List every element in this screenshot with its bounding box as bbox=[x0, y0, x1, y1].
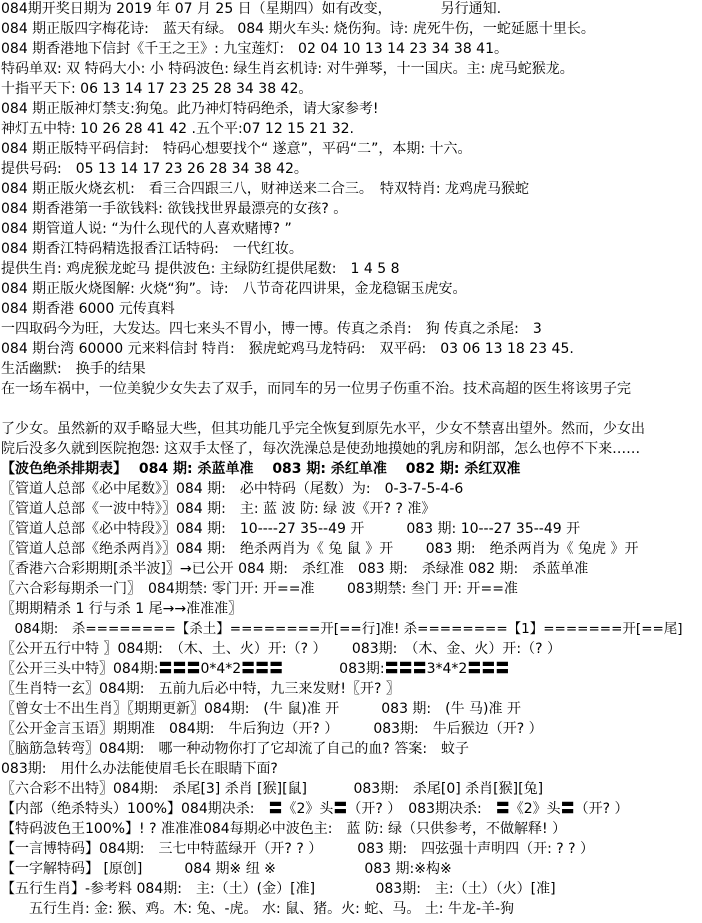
text-line: 〖期期精杀 1 行与杀 1 尾→→准准准〗 bbox=[1, 601, 243, 617]
text-line: 神灯五中特: 10 26 28 41 42 .五个平:07 12 15 21 32. bbox=[1, 121, 354, 137]
text-line: 【波色绝杀排期表】 084 期: 杀蓝单准 083 期: 杀红单准 082 期: 杀红双准 bbox=[1, 461, 521, 477]
text-line: 提供号码: 05 13 14 17 23 26 28 34 38 42。 bbox=[1, 161, 308, 177]
text-line: 十指平天下: 06 13 14 17 23 25 28 34 38 42。 bbox=[1, 81, 313, 97]
text-line: 提供生肖: 鸡虎猴龙蛇马 提供波色: 主绿防红提供尾数: 1 4 5 8 bbox=[1, 261, 400, 277]
text-line: 084 期香港地下信封《千王之王》: 九宝莲灯: 02 04 10 13 14 23 34 38 41。 bbox=[1, 41, 508, 57]
text-line: 【五行生肖】-参考料 084期: 主:（土）(金）[准] 083期: 主:（土）（火）[准] bbox=[1, 881, 556, 897]
text-line: 【内部（绝杀特头）100%】084期决杀: 〓《2》头〓（开? ） 083期决杀: 〓《2》头〓（开? ） bbox=[1, 801, 629, 817]
text-line: 084 期香江特码精选报香江话特码: 一代红妆。 bbox=[1, 241, 303, 257]
text-line: 084 期正版特平码信封: 特码心想要找个“ 遂意”，平码“二”，本期: 十六。 bbox=[1, 141, 472, 157]
text-line: 生活幽默: 换手的结果 bbox=[1, 361, 146, 377]
text-line: 五行生肖: 金: 猴、鸡。木: 兔、-虎。 水: 鼠、猪。火: 蛇、马。 土: 牛龙-羊-狗 bbox=[1, 901, 515, 917]
text-line: 〖香港六合彩期期[杀半波]〗→已公开 084 期: 杀红准 083 期: 杀绿准 082 期: 杀蓝单准 bbox=[1, 561, 589, 577]
text-line: 〖管道人总部《绝杀两肖》〗084 期: 绝杀两肖为《 兔 鼠 》开 083 期: 绝杀两肖为《 兔虎 》开 bbox=[1, 541, 639, 557]
text-line: 084 期台湾 60000 元来料信封 特肖: 猴虎蛇鸡马龙特码: 双平码: 03 06 13 18 23 45. bbox=[1, 341, 574, 357]
text-line: 084期开奖日期为 2019 年 07 月 25 日（星期四）如有改变， 另行通知. bbox=[1, 1, 502, 17]
text-line: 【特码波色王100%】! ? 准准准084每期必中波色主: 蓝 防: 绿（只供参考，不做解释! ） bbox=[1, 821, 567, 837]
text-line: 084 期正版神灯禁支:狗兔。此乃神灯特码绝杀，请大家参考! bbox=[1, 101, 379, 117]
text-line: 一四取码今为旺，大发达。四七来头不胃小，博一博。传真之杀肖: 狗 传真之杀尾: 3 bbox=[1, 321, 542, 337]
text-line: 〖六合彩不出特〗084期: 杀尾[3] 杀肖 [猴][鼠] 083期: 杀尾[0] 杀肖[猴][兔] bbox=[1, 781, 544, 797]
text-line: 084 期香港第一手欲钱料: 欲钱找世界最漂亮的女孩? 。 bbox=[1, 201, 348, 217]
text-line: 在一场车祸中，一位美貌少女失去了双手，而同车的另一位男子伤重不治。技术高超的医生将该男子完 bbox=[1, 381, 631, 397]
text-line: 〖公开金言玉语〗期期准 084期: 牛后狗边（开? ） 083期: 牛后猴边（开? ） bbox=[1, 721, 543, 737]
text-line: 〖曾女士不出生肖〗〖期期更新〗084期: (牛 鼠)准 开 083 期: (牛 马)准 开 bbox=[1, 701, 521, 717]
text-line: 特码单双: 双 特码大小: 小 特码波色: 绿生肖玄机诗: 对牛弹琴，十一国庆。主: 虎马蛇猴龙。 bbox=[1, 61, 574, 77]
text-line: 083期: 用什么办法能使眉毛长在眼睛下面? bbox=[1, 761, 278, 777]
text-line: 〖管道人总部《一波中特》〗084 期: 主: 蓝 波 防: 绿 波《开? ? 准》 bbox=[1, 501, 436, 517]
text-line: 〖公开三头中特〗084期:〓〓〓0*4*2〓〓〓 083期:〓〓〓3*4*2〓〓〓 bbox=[1, 661, 510, 677]
text-line: 院后没多久就到医院抱怨: 这双手太怪了，每次洗澡总是使劲地摸她的乳房和阴部，怎么也停不下来…… bbox=[1, 441, 641, 457]
text-line: 了少女。虽然新的双手略显大些，但其功能几乎完全恢复到原先水平，少女不禁喜出望外。然而，少女出 bbox=[1, 421, 645, 437]
text-line: 〖管道人总部《必中尾数》〗084 期: 必中特码（尾数）为: 0-3-7-5-4-6 bbox=[1, 481, 464, 497]
text-line: 〖脑筋急转弯〗084期: 哪一种动物你打了它却流了自己的血? 答案: 蚊子 bbox=[1, 741, 470, 757]
text-line: 084期: 杀========【杀土】========开[==行]准! 杀========【1】=======开[==尾] bbox=[1, 621, 683, 637]
text-line: 【一言博特码】084期: 三七中特蓝绿开（开? ? ） 083 期: 四弦强十声明四（开: ? ? ） bbox=[1, 841, 595, 857]
text-line: 〖六合彩每期杀一门〗 084期禁: 零门开: 开==准 083期禁: 叁门 开: 开==准 bbox=[1, 581, 518, 597]
text-line: 〖公开五行中特 〗084期: （木、土、火）开:（? ） 083期: （木、金、火）开:（? ） bbox=[1, 641, 561, 657]
text-line: 084 期正版四字梅花诗: 蓝天有绿。 084 期火车头: 烧伤狗。诗: 虎死牛伤，一蛇延愿十里长。 bbox=[1, 21, 595, 37]
text-line: 084 期正版火烧图解: 火烧“狗”。诗: 八节奇花四讲果，金龙稳锯玉虎安。 bbox=[1, 281, 467, 297]
text-line: 084 期正版火烧玄机: 看三合四跟三八，财神送来二合三。 特双特肖: 龙鸡虎马猴蛇 bbox=[1, 181, 530, 197]
text-line: 084 期管道人说: “为什么现代的人喜欢赌博? ” bbox=[1, 221, 292, 237]
text-line: 084 期香港 6000 元传真料 bbox=[1, 301, 175, 317]
text-line: 〖管道人总部《必中特段》〗084 期: 10----27 35--49 开 083 期: 10---27 35--49 开 bbox=[1, 521, 581, 537]
text-line: 【一字解特码】 [原创] 084 期※ 纽 ※ 083 期:※构※ bbox=[1, 861, 452, 877]
text-line: 〖生肖特一玄〗084期: 五前九后必中特，九三来发财!〖开? 〗 bbox=[1, 681, 400, 697]
